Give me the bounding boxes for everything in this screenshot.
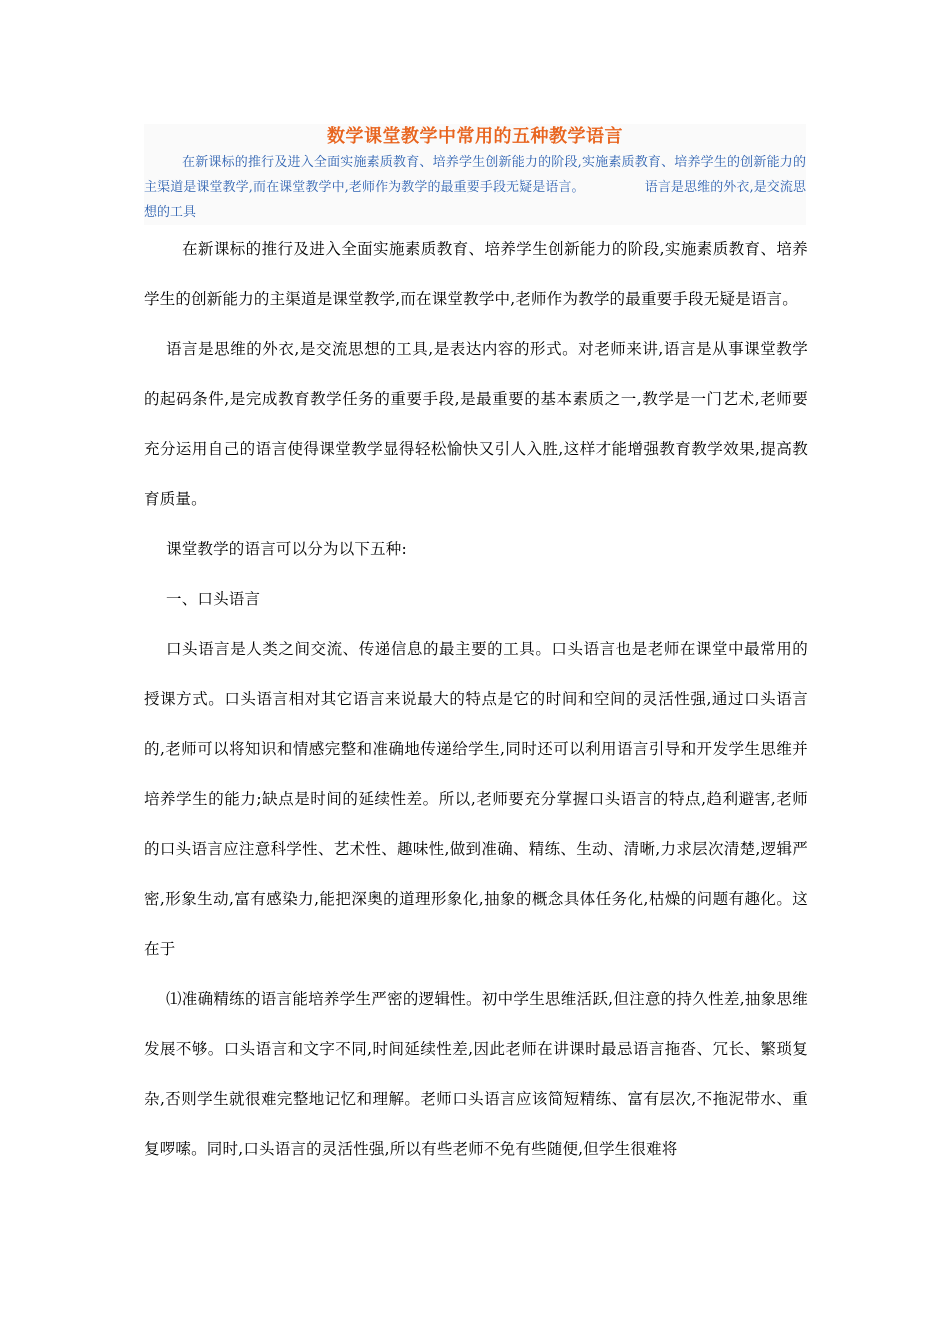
body-paragraph: 口头语言是人类之间交流、传递信息的最主要的工具。口头语言也是老师在课堂中最常用的授课方式。口头语言相对其它语言来说最大的特点是它的时间和空间的灵活性强,通过口头语言的,老师可以将知识和情感完整和准确地传递给学生,同时还可以利用语言引导和开发学生思维并培养学生的能力;缺点是时间的延续性差。所以,老师要充分掌握口头语言的特点,趋利避害,老师的口头语言应注意科学性、艺术性、趣味性,做到准确、精练、生动、清晰,力求层次清楚,逻辑严密,形象生动,富有感染力,能把深奥的道理形象化,抽象的概念具体任务化,枯燥的问题有趣化。这在于 [144,640,808,958]
article-summary [144,150,806,225]
summary-text-2: 语言是思维的外衣,是交流思想的工具 [144,180,807,220]
body-paragraph: 语言是思维的外衣,是交流思想的工具,是表达内容的形式。对老师来讲,语言是从事课堂教学的起码条件,是完成教育教学任务的重要手段,是最重要的基本素质之一,教学是一门艺术,老师要充分运用自己的语言使得课堂教学显得轻松愉快又引人入胜,这样才能增强教育教学效果,提高教育质量。 [144,340,808,508]
summary-text: 在新课标的推行及进入全面实施素质教育、培养学生创新能力的阶段,实施素质教育、培养学生的创新能力的主渠道是课堂教学,而在课堂教学中,老师作为教学的最重要手段无疑是语言。 [144,155,806,195]
body-paragraph: ⑴准确精练的语言能培养学生严密的逻辑性。初中学生思维活跃,但注意的持久性差,抽象思维发展不够。口头语言和文字不同,时间延续性差,因此老师在讲课时最忌语言拖沓、冗长、繁琐复杂,否则学生就很难完整地记忆和理解。老师口头语言应该简短精练、富有层次,不拖泥带水、重复啰嗦。同时,口头语言的灵活性强,所以有些老师不免有些随便,但学生很难将 [144,990,808,1158]
article-header [144,124,806,225]
article-title: 数学课堂教学中常用的五种教学语言 [327,126,623,147]
body-paragraph: 课堂教学的语言可以分为以下五种: [166,540,407,558]
section-heading: 一、口头语言 [166,590,261,608]
body-paragraph: 在新课标的推行及进入全面实施素质教育、培养学生创新能力的阶段,实施素质教育、培养学生的创新能力的主渠道是课堂教学,而在课堂教学中,老师作为教学的最重要手段无疑是语言。 [144,240,808,308]
article-body [144,224,808,1174]
